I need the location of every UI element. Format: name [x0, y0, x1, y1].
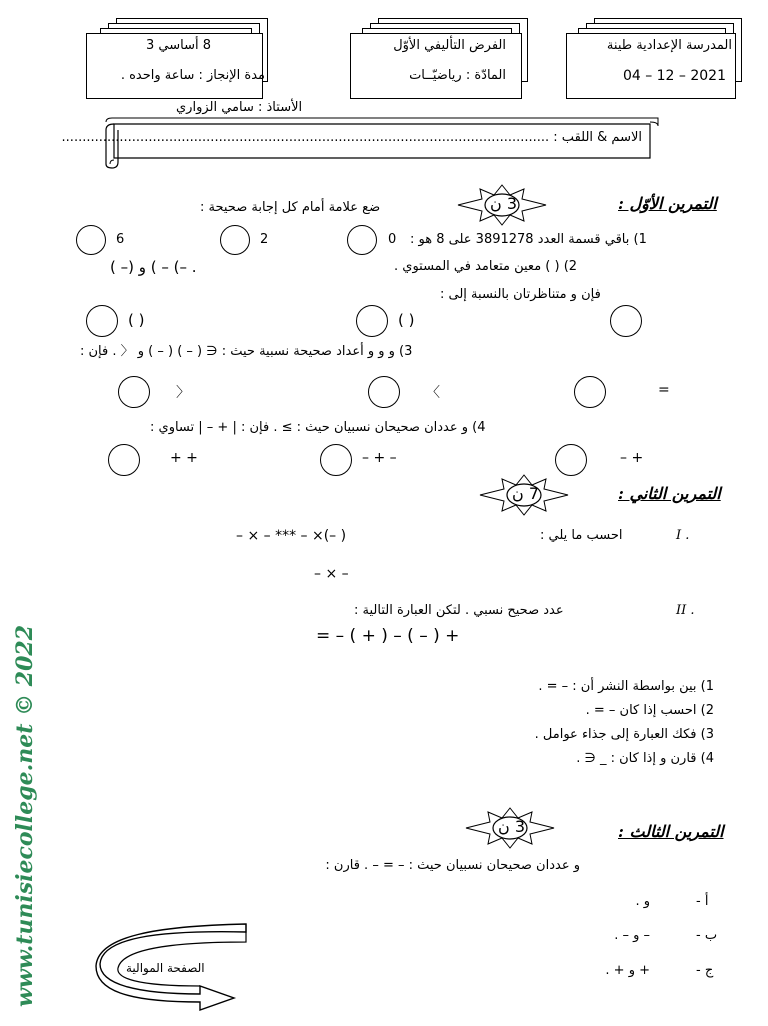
ex1-q2-check-2[interactable] — [86, 305, 118, 337]
ex3-item-b-expr: – و – . — [614, 928, 650, 943]
school-box — [566, 18, 742, 98]
ex3-item-a-expr: و . — [635, 894, 650, 909]
ex1-q4-check-1[interactable] — [320, 444, 352, 476]
watermark: www.tunisiecollege.net © 2022 — [12, 624, 38, 1008]
ex3-points-badge — [462, 806, 558, 850]
ex1-q3-opt-0: = — [658, 382, 670, 398]
ex1-q4-opt-1: – + – — [362, 450, 397, 466]
ex1-title: التمرين الأوّل : — [618, 194, 717, 213]
ex1-q2-opt-2: ( ) — [128, 311, 145, 329]
ex1-q2-check-1[interactable] — [356, 305, 388, 337]
ex1-q1-check-1[interactable] — [220, 225, 250, 255]
ex1-q3-check-2[interactable] — [118, 376, 150, 408]
ex1-points-badge — [454, 183, 550, 227]
ex2-part2-expr: = – ( + ) – ( – ) + — [316, 626, 460, 646]
ex2-title: التمرين الثاني : — [618, 484, 721, 503]
ex3-points: 3 ن — [498, 817, 526, 836]
ex1-q4: 4) و عددان صحيحان نسبيان حيث : ≥ . فإن : | + – | تساوي : — [150, 420, 486, 435]
ex2-part2-label: II . — [676, 603, 695, 618]
ex2-part1-expr1: – × – *** – ×(– ) — [236, 528, 347, 544]
ex1-q3-check-0[interactable] — [574, 376, 606, 408]
ex3-title: التمرين الثالث : — [618, 822, 724, 841]
ex1-q2: 2) ( ) معين متعامد في المستوي . — [394, 259, 578, 274]
ex2-part2-text: عدد صحيح نسبي . لتكن العبارة التالية : — [354, 603, 564, 618]
ex1-q4-check-2[interactable] — [108, 444, 140, 476]
subject: المادّة : رياضيّــات — [409, 68, 506, 83]
name-field: الاسم & اللقب : ...................................................................................................................... — [61, 130, 642, 145]
ex1-q3: 3) و و و أعداد صحيحة نسبية حيث : ∈ ( – ) ( – ) و 〈 . فإن : — [80, 344, 413, 359]
ex2-item-1: 1) بين بواسطة النشر أن : – = . — [538, 679, 714, 694]
ex1-q1: 1) باقي قسمة العدد 3891278 على 8 هو : — [410, 232, 647, 247]
ex3-item-b-label: ب - — [696, 928, 718, 943]
ex1-q4-check-0[interactable] — [555, 444, 587, 476]
exam-title: الفرض التأليفي الأوّل — [393, 38, 506, 53]
teacher-name: الأستاذ : سامي الزواري — [176, 100, 303, 115]
ex1-q2-opt-1: ( ) — [398, 311, 415, 329]
ex1-q2-check-0[interactable] — [610, 305, 642, 337]
exam-date: 04 – 12 – 2021 — [622, 68, 726, 84]
ex1-q2-points: ( –) و ( – (– . — [110, 258, 197, 276]
next-page-arrow[interactable] — [96, 928, 256, 1012]
ex2-points-badge — [476, 473, 572, 517]
ex2-part1-text: احسب ما يلي : — [540, 528, 623, 543]
ex2-points: 7 ن — [512, 484, 540, 503]
ex2-item-3: 3) فكك العبارة إلى جذاء عوامل . — [534, 727, 714, 742]
ex1-q4-opt-2: + + — [170, 450, 198, 466]
ex3-item-c-label: ج - — [696, 963, 714, 978]
ex1-q1-opt-2: 6 — [116, 232, 125, 247]
next-page-label: الصفحة الموالية — [126, 961, 205, 975]
ex1-q1-opt-0: 0 — [388, 232, 397, 247]
ex2-item-4: 4) قارن و إذا كان : _ ∈ . — [576, 751, 714, 766]
duration: مدة الإنجاز : ساعة واحده . — [120, 68, 265, 83]
ex1-q1-check-0[interactable] — [347, 225, 377, 255]
ex1-q4-opt-0: – + — [620, 450, 644, 466]
ex2-part1-expr2: – × – — [314, 566, 349, 582]
class-level: 8 أساسي 3 — [145, 38, 211, 53]
ex1-q1-check-2[interactable] — [76, 225, 106, 255]
ex2-part1-label: I . — [676, 528, 690, 543]
school-name: المدرسة الإعدادية طينة — [606, 38, 732, 53]
ex1-q3-check-1[interactable] — [368, 376, 400, 408]
ex1-q3-opt-1: 〈 — [426, 385, 440, 401]
ex3-text: و عددان صحيحان نسبيان حيث : – = – . قارن : — [325, 858, 580, 873]
ex2-item-2: 2) احسب إذا كان – = . — [585, 703, 714, 718]
ex1-q2-line2: فإن و متناظرتان بالنسبة إلى : — [440, 287, 601, 302]
class-box — [86, 18, 271, 98]
ex1-q3-opt-2: 〉 — [176, 385, 190, 401]
ex1-q1-opt-1: 2 — [260, 232, 269, 247]
ex1-points: 3 ن — [490, 194, 518, 213]
exam-box — [350, 18, 530, 98]
ex3-item-c-expr: + و + . — [605, 963, 650, 978]
ex3-item-a-label: أ - — [696, 894, 709, 909]
ex1-instruction: ضع علامة أمام كل إجابة صحيحة : — [200, 200, 381, 215]
